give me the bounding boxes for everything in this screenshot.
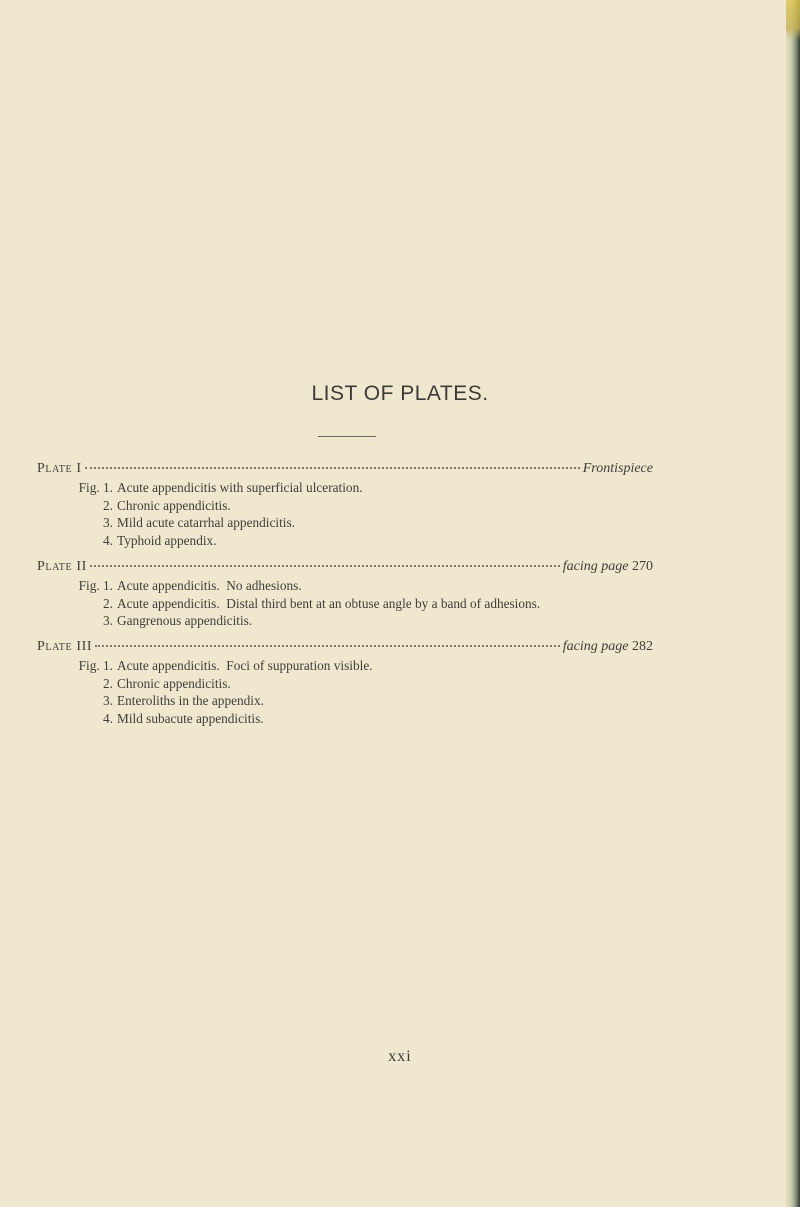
figure-item [37,710,653,728]
figure-item [37,577,653,595]
plate-name: Plate I [37,461,82,476]
figure-label: 4. [103,532,113,548]
figure-label: 3. [103,515,113,531]
figure-item [37,657,653,675]
figure-caption: Acute appendicitis with superficial ulceration. [117,480,363,495]
figure-item [37,692,653,710]
figure-item [37,479,653,497]
figure-caption: Mild acute catarrhal appendicitis. [117,515,295,531]
plate-page-ref [563,639,653,655]
figure-caption: Chronic appendicitis. [117,675,231,691]
figure-label: 4. [103,710,113,726]
plate-page-number: 282 [632,639,653,654]
figure-label: 2. [103,497,113,513]
figure-item [37,514,653,532]
figure-label: 2. [103,595,113,611]
figure-item [37,595,653,613]
figure-caption: Acute appendicitis. Foci of suppuration visible. [117,658,373,673]
plate-entry [37,461,653,549]
page-edge-tint [786,0,800,40]
figure-label: Fig. 1. [78,480,113,495]
plate-page-text: Frontispiece [582,461,653,476]
figure-label: Fig. 1. [78,578,113,593]
figure-caption: Gangrenous appendicitis. [117,613,253,629]
plate-name: Plate II [37,559,87,574]
plate-heading [37,461,653,479]
page-folio: xxi [388,1048,412,1065]
figure-item [37,612,653,630]
dot-leader [95,645,560,647]
page-edge [786,0,800,1207]
plate-heading [37,639,653,657]
plate-page-text: facing page [562,559,629,574]
title-rule [318,436,376,437]
figure-item [37,675,653,693]
page-title: LIST OF PLATES. [311,382,489,405]
figure-caption: Acute appendicitis. No adhesions. [117,578,302,593]
figure-label: 3. [103,693,113,709]
plate-entry [37,559,653,630]
figure-label: 2. [103,675,113,691]
dot-leader [85,467,580,469]
figure-label: 3. [103,613,113,629]
dot-leader [90,565,560,567]
plate-page-ref [583,461,653,477]
figure-caption: Acute appendicitis. Distal third bent at an obtuse angle by a band of adhesions. [117,595,541,611]
plate-name: Plate III [37,639,93,654]
plate-heading [37,559,653,577]
figure-item [37,497,653,515]
figure-label: Fig. 1. [78,658,113,673]
figure-item [37,532,653,550]
figure-caption: Enteroliths in the appendix. [117,693,264,709]
plate-page-ref [563,559,653,575]
plate-page-text: facing page [562,639,629,654]
figure-caption: Chronic appendicitis. [117,497,231,513]
figure-caption: Typhoid appendix. [117,532,217,548]
plate-page-number: 270 [632,559,653,574]
plate-entry [37,639,653,727]
figure-caption: Mild subacute appendicitis. [117,710,264,726]
